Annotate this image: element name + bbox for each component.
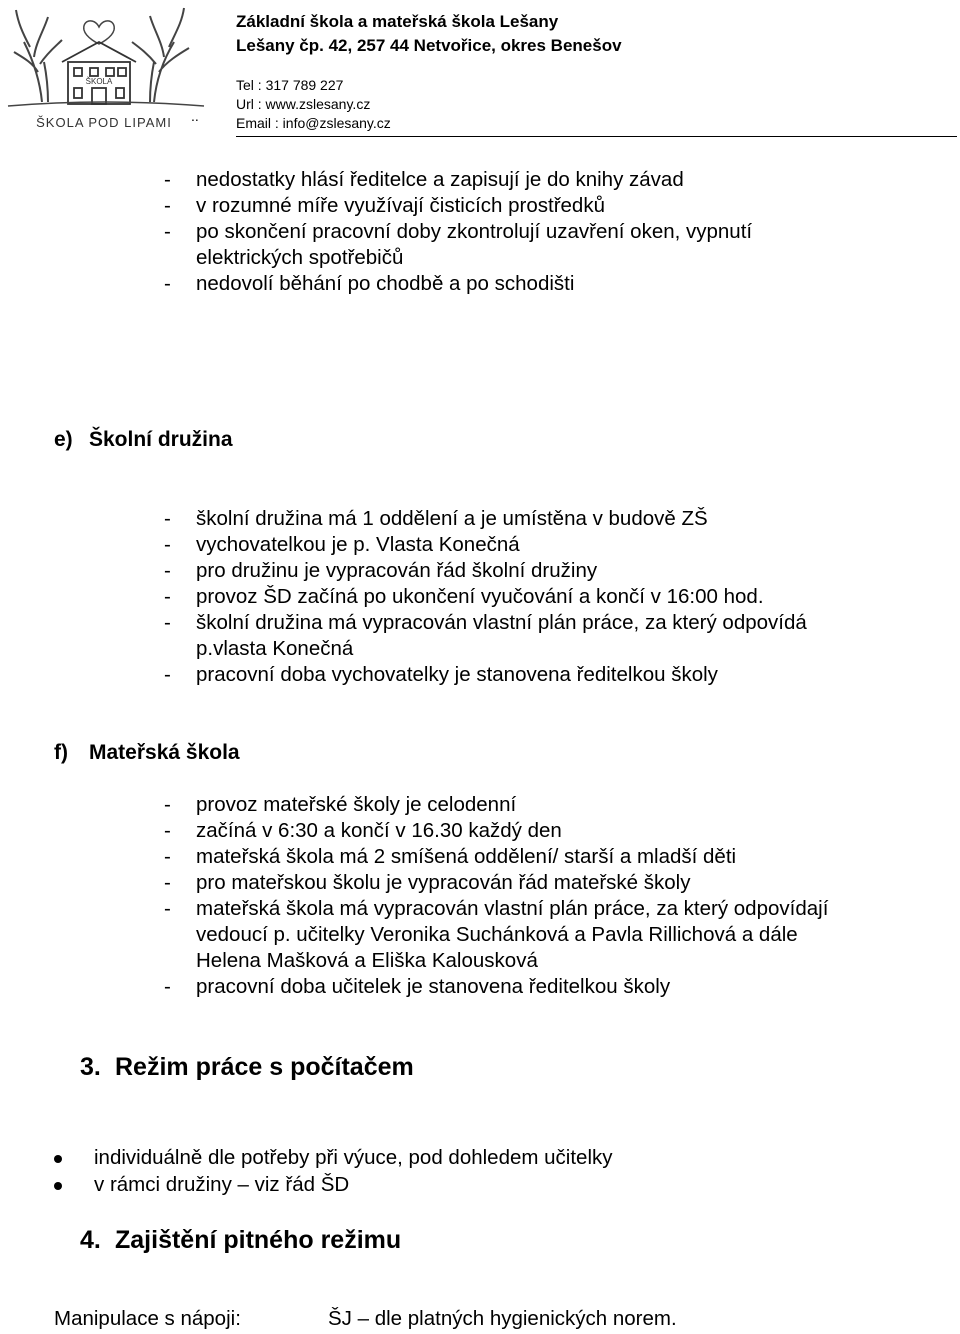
list-item: vychovatelkou je p. Vlasta Konečná <box>196 533 520 556</box>
logo-text: ŠKOLA POD LIPAMI <box>36 115 172 130</box>
list-dash: - <box>164 585 171 608</box>
bullet-icon <box>54 1182 62 1190</box>
list-dash: - <box>164 871 171 894</box>
list-dash: - <box>164 819 171 842</box>
list-item: nedostatky hlásí ředitelce a zapisují je do knihy závad <box>196 168 684 191</box>
list-item: mateřská škola má 2 smíšená oddělení/ starší a mladší děti <box>196 845 737 868</box>
list-item-continuation: elektrických spotřebičů <box>196 246 404 269</box>
list-item: v rozumné míře využívají čisticích prostředků <box>196 194 605 217</box>
list-item: provoz mateřské školy je celodenní <box>196 793 517 816</box>
school-name: Základní škola a mateřská škola Lešany <box>236 12 559 31</box>
list-dash: - <box>164 975 171 998</box>
section-e-marker: e) <box>54 428 73 451</box>
section-4-number: 4. <box>80 1226 101 1254</box>
list-item: pro družinu je vypracován řád školní družiny <box>196 559 598 582</box>
section-f-title: Mateřská škola <box>89 741 240 764</box>
list-dash: - <box>164 533 171 556</box>
bullet-icon <box>54 1155 62 1163</box>
list-item: začíná v 6:30 a končí v 16.30 každý den <box>196 819 562 842</box>
school-logo <box>4 2 209 132</box>
list-dash: - <box>164 272 171 295</box>
list-item: pro mateřskou školu je vypracován řád mateřské školy <box>196 871 691 894</box>
list-item-continuation: Helena Mašková a Eliška Kalousková <box>196 949 538 972</box>
list-dash: - <box>164 194 171 217</box>
bullet-item: v rámci družiny – viz řád ŠD <box>94 1173 350 1196</box>
drinks-value: ŠJ – dle platných hygienických norem. <box>328 1307 677 1330</box>
school-url: Url : www.zslesany.cz <box>236 96 371 112</box>
list-item: pracovní doba učitelek je stanovena ředitelkou školy <box>196 975 671 998</box>
list-item: nedovolí běhání po chodbě a po schodišti <box>196 272 575 295</box>
list-dash: - <box>164 559 171 582</box>
list-dash: - <box>164 220 171 243</box>
header-divider <box>236 136 957 137</box>
bullet-item: individuálně dle potřeby při výuce, pod dohledem učitelky <box>94 1146 613 1169</box>
list-dash: - <box>164 168 171 191</box>
list-dash: - <box>164 507 171 530</box>
section-3-number: 3. <box>80 1053 101 1081</box>
list-item: školní družina má vypracován vlastní plán práce, za který odpovídá <box>196 611 807 634</box>
list-item: školní družina má 1 oddělení a je umístěna v budově ZŠ <box>196 507 708 530</box>
drinks-label: Manipulace s nápoji: <box>54 1307 241 1330</box>
list-item: provoz ŠD začíná po ukončení vyučování a končí v 16:00 hod. <box>196 585 764 608</box>
list-item: mateřská škola má vypracován vlastní plán práce, za který odpovídají <box>196 897 829 920</box>
list-dash: - <box>164 611 171 634</box>
list-dash: - <box>164 663 171 686</box>
list-dash: - <box>164 897 171 920</box>
school-email: Email : info@zslesany.cz <box>236 115 391 131</box>
section-f-marker: f) <box>54 741 68 764</box>
section-3-title: Režim práce s počítačem <box>115 1053 414 1081</box>
list-dash: - <box>164 845 171 868</box>
list-item: pracovní doba vychovatelky je stanovena ředitelkou školy <box>196 663 718 686</box>
section-e-title: Školní družina <box>89 428 233 451</box>
section-4-title: Zajištění pitného režimu <box>115 1226 402 1254</box>
school-address: Lešany čp. 42, 257 44 Netvořice, okres Benešov <box>236 36 622 55</box>
logo-house-text: ŠKOLA <box>85 77 113 86</box>
logo-dots: .. <box>191 108 199 124</box>
list-item: po skončení pracovní doby zkontrolují uzavření oken, vypnutí <box>196 220 753 243</box>
school-tel: Tel : 317 789 227 <box>236 77 344 93</box>
list-item-continuation: p.vlasta Konečná <box>196 637 354 660</box>
list-item-continuation: vedoucí p. učitelky Veronika Suchánková a Pavla Rillichová a dále <box>196 923 798 946</box>
list-dash: - <box>164 793 171 816</box>
